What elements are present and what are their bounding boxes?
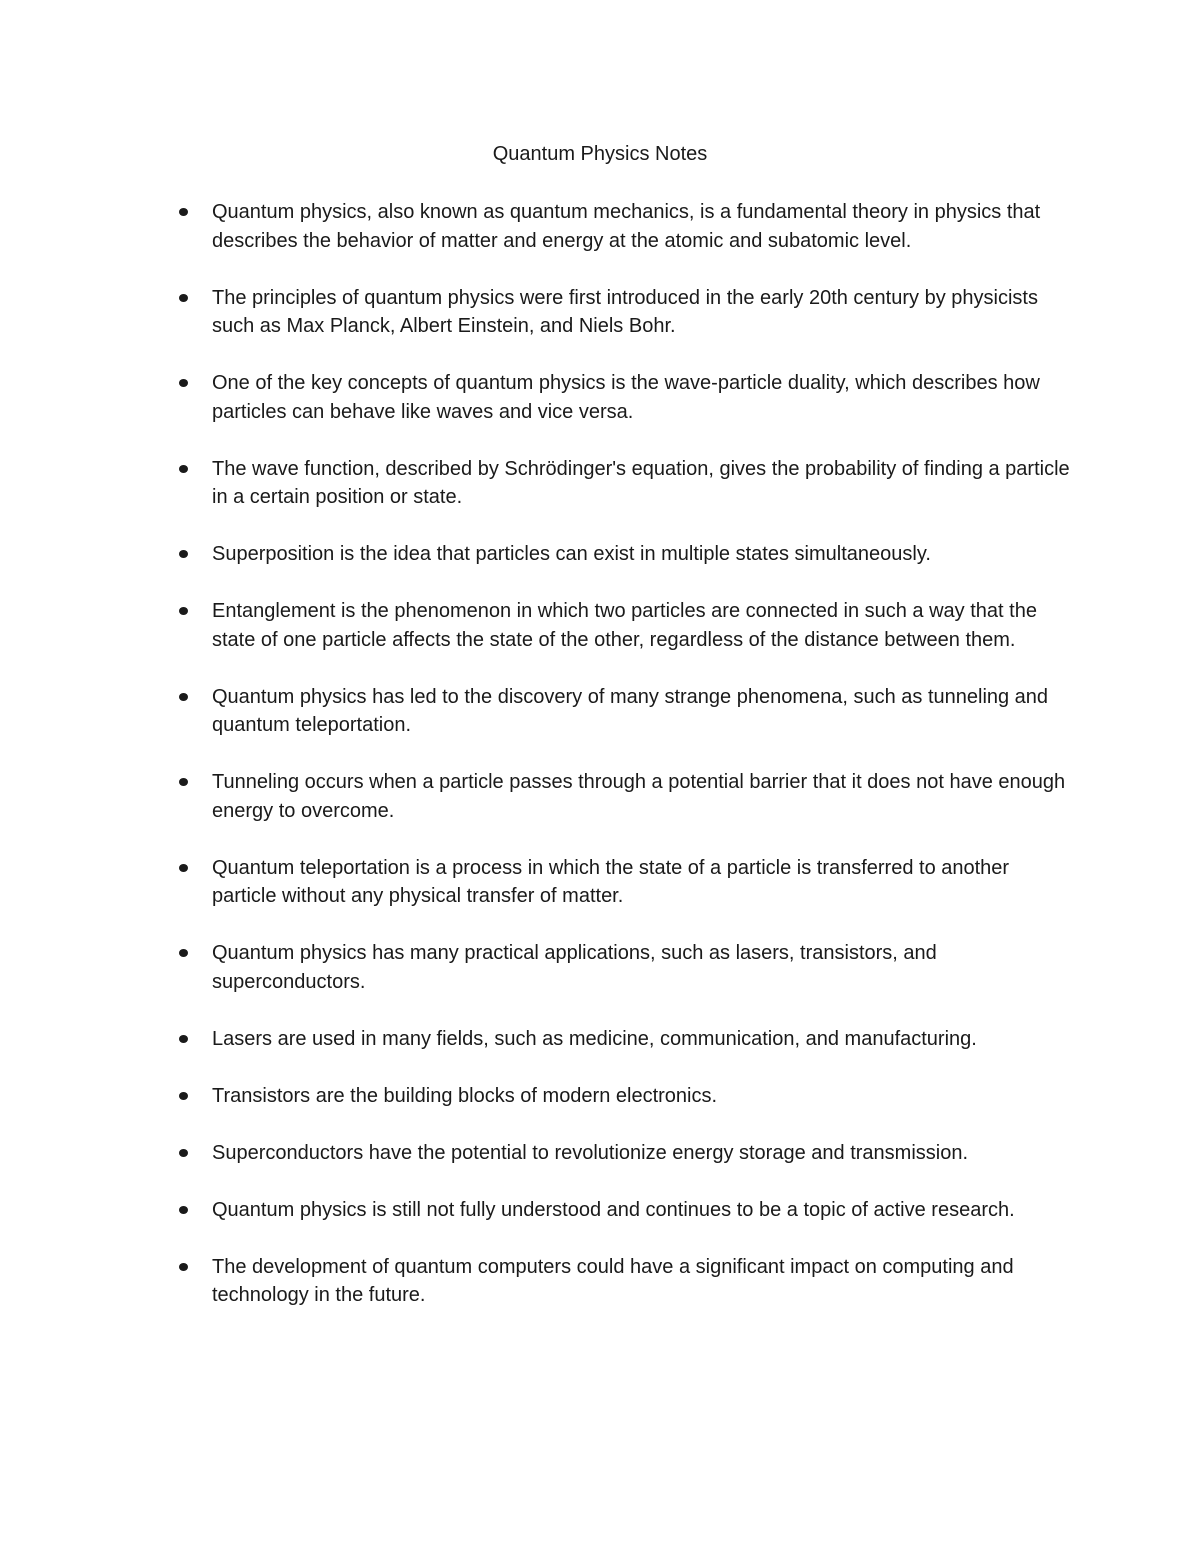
list-item <box>212 540 1072 569</box>
bullet-icon <box>179 379 188 387</box>
bullet-icon <box>179 294 188 302</box>
note-text: Entanglement is the phenomenon in which two particles are connected in such a way that the state of one particle affects the state of the other, regardless of the distance between them. <box>212 600 1037 651</box>
bullet-icon <box>179 693 188 701</box>
list-item <box>212 854 1072 911</box>
list-item <box>212 768 1072 825</box>
bullet-icon <box>179 607 188 615</box>
bullet-icon <box>179 465 188 473</box>
document-title: Quantum Physics Notes <box>492 143 708 165</box>
note-text: Superconductors have the potential to revolutionize energy storage and transmission. <box>212 1141 969 1164</box>
list-item <box>212 597 1072 654</box>
list-item <box>212 1196 1072 1225</box>
list-item <box>212 1139 1072 1168</box>
note-text: Quantum teleportation is a process in which the state of a particle is transferred to another particle without any physical transfer of matter. <box>212 856 1010 907</box>
notes-list <box>212 198 1072 1338</box>
note-text: The principles of quantum physics were first introduced in the early 20th century by physicists such as Max Planck, Albert Einstein, and Niels Bohr. <box>212 286 1038 337</box>
note-text: One of the key concepts of quantum physics is the wave-particle duality, which describes how particles can behave like waves and vice versa. <box>212 372 1040 423</box>
bullet-icon <box>179 1263 188 1271</box>
list-item <box>212 1025 1072 1054</box>
bullet-icon <box>179 1206 188 1214</box>
note-text: The wave function, described by Schrödinger's equation, gives the probability of finding a particle in a certain position or state. <box>212 457 1070 508</box>
note-text: Quantum physics is still not fully understood and continues to be a topic of active research. <box>212 1198 1015 1221</box>
note-text: Quantum physics has led to the discovery of many strange phenomena, such as tunneling and quantum teleportation. <box>212 685 1049 736</box>
bullet-icon <box>179 864 188 872</box>
bullet-icon <box>179 1092 188 1100</box>
list-item <box>212 939 1072 996</box>
list-item <box>212 683 1072 740</box>
bullet-icon <box>179 778 188 786</box>
list-item <box>212 1253 1072 1310</box>
bullet-icon <box>179 1149 188 1157</box>
note-text: Quantum physics, also known as quantum mechanics, is a fundamental theory in physics that describes the behavior of matter and energy at the atomic and subatomic level. <box>212 201 1041 252</box>
note-text: Transistors are the building blocks of modern electronics. <box>212 1084 718 1107</box>
bullet-icon <box>179 208 188 216</box>
list-item <box>212 369 1072 426</box>
list-item <box>212 1082 1072 1111</box>
list-item <box>212 455 1072 512</box>
note-text: Quantum physics has many practical applications, such as lasers, transistors, and superconductors. <box>212 942 937 993</box>
note-text: The development of quantum computers could have a significant impact on computing and technology in the future. <box>212 1255 1014 1306</box>
note-text: Tunneling occurs when a particle passes through a potential barrier that it does not have enough energy to overcome. <box>212 771 1066 822</box>
list-item <box>212 198 1072 255</box>
bullet-icon <box>179 1035 188 1043</box>
note-text: Superposition is the idea that particles can exist in multiple states simultaneously. <box>212 543 931 565</box>
list-item <box>212 284 1072 341</box>
note-text: Lasers are used in many fields, such as medicine, communication, and manufacturing. <box>212 1027 977 1050</box>
bullet-icon <box>179 949 188 957</box>
bullet-icon <box>179 550 188 558</box>
